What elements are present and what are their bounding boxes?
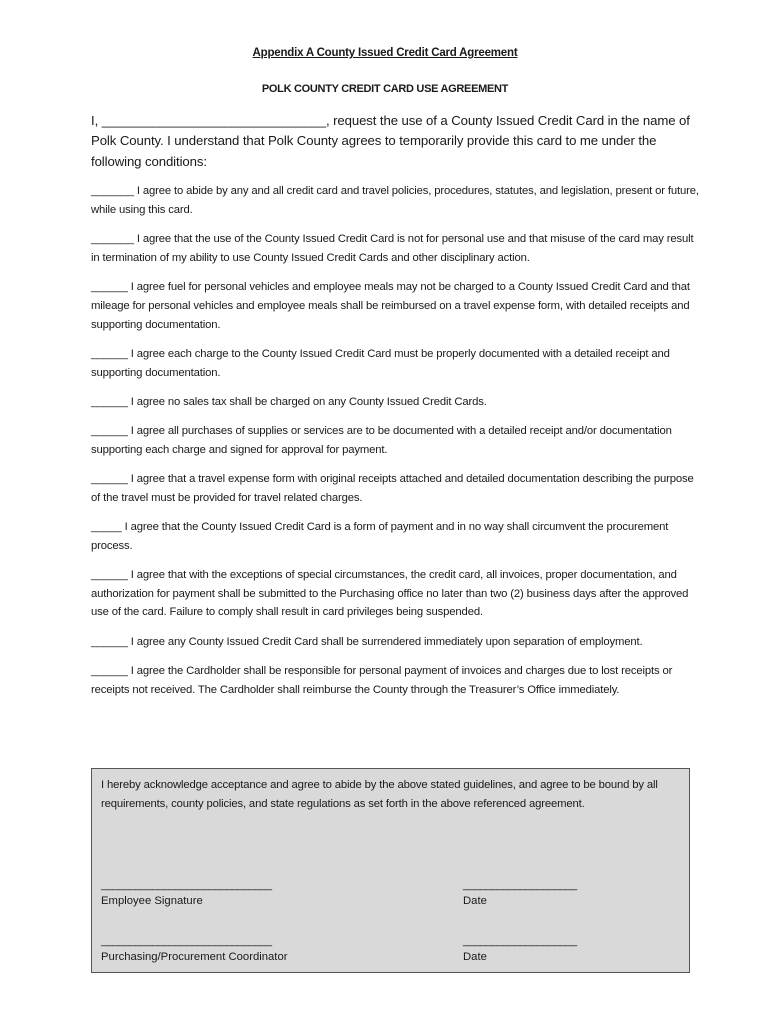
condition-item: _______ I agree to abide by any and all credit card and travel policies, procedures, statutes, and legislation, present or future, while using this card.: [91, 185, 699, 216]
condition-item: ______ I agree the Cardholder shall be responsible for personal payment of invoices and charges due to lost receipts or receipts not received. The Cardholder shall reimburse the County through the Treasurer’s Office immediately.: [91, 664, 673, 696]
condition-item: ______ I agree each charge to the County Issued Credit Card must be properly documented with a detailed receipt and supporting documentation.: [91, 347, 670, 379]
employee-signature-line: ______________________________: [101, 879, 272, 891]
date-line-1: ____________________: [463, 879, 577, 891]
acknowledgement-box: [91, 768, 690, 973]
condition-item: ______ I agree fuel for personal vehicles and employee meals may not be charged to a County Issued Credit Card and that mileage for personal vehicles and employee meals shall be reimbursed on a travel expense form, with detailed receipts and supporting documentation.: [91, 280, 690, 331]
condition-item: ______ I agree that a travel expense form with original receipts attached and detailed documentation describing the purpose of the travel must be provided for travel related charges.: [91, 472, 694, 504]
condition-item: ______ I agree that with the exceptions of special circumstances, the credit card, all invoices, proper documentation, and authorization for payment shall be submitted to the Purchasing office no later than two (2) business days after the approved use of the card. Failure to comply shall result in card privileges being suspended.: [91, 568, 689, 619]
conditions-list: [91, 182, 701, 710]
document-title: Appendix A County Issued Credit Card Agreement: [252, 47, 518, 59]
intro-paragraph: I, _______________________________, request the use of a County Issued Credit Card in the name of Polk County. I understand that Polk County agrees to temporarily provide this card to me under the following conditions:: [91, 113, 690, 169]
date-line-2: ____________________: [463, 935, 577, 947]
acknowledgement-text: I hereby acknowledge acceptance and agree to abide by the above stated guidelines, and agree to be bound by all requirements, county policies, and state regulations as set forth in the above referenced agreement.: [101, 779, 658, 810]
date-label-1: Date: [463, 895, 487, 907]
document-subtitle: POLK COUNTY CREDIT CARD USE AGREEMENT: [261, 83, 509, 95]
condition-item: ______ I agree any County Issued Credit Card shall be surrendered immediately upon separation of employment.: [91, 635, 643, 648]
condition-item: _____ I agree that the County Issued Credit Card is a form of payment and in no way shall circumvent the procurement process.: [91, 520, 669, 552]
date-label-2: Date: [463, 951, 487, 963]
condition-item: _______ I agree that the use of the County Issued Credit Card is not for personal use and that misuse of the card may result in termination of my ability to use County Issued Credit Cards and other disciplinary action.: [91, 232, 694, 264]
condition-item: ______ I agree no sales tax shall be charged on any County Issued Credit Cards.: [91, 395, 487, 408]
coordinator-signature-label: Purchasing/Procurement Coordinator: [101, 951, 288, 963]
coordinator-signature-line: ______________________________: [101, 935, 272, 947]
condition-item: ______ I agree all purchases of supplies or services are to be documented with a detailed receipt and/or documentation supporting each charge and signed for approval for payment.: [91, 424, 672, 456]
employee-signature-label: Employee Signature: [101, 895, 203, 907]
